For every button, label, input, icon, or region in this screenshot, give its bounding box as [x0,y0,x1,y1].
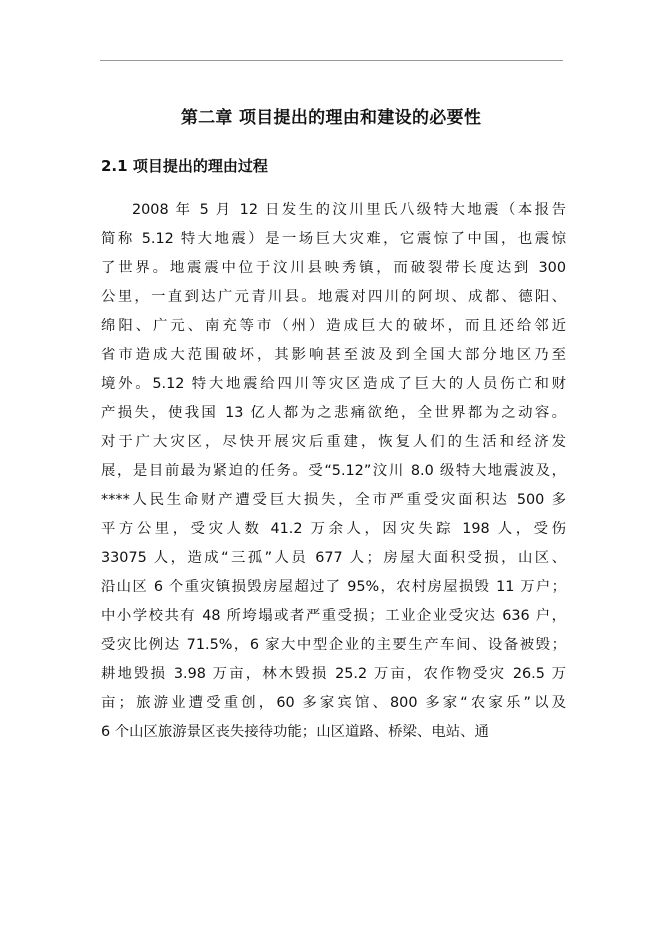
paragraph-line: 简称 5.12 特大地震）是一场巨大灾难，它震惊了中国，也震惊 [101,231,566,247]
paragraph-line: 绵阳、广元、南充等市（州）造成巨大的破坏，而且还给邻近 [101,318,566,334]
paragraph-line: 了世界。地震震中位于汶川县映秀镇，而破裂带长度达到 300 [101,260,566,276]
paragraph-line: 2008 年 5 月 12 日发生的汶川里氏八级特大地震（本报告 [132,202,566,218]
section-heading [101,155,268,176]
paragraph-line: 亩；旅游业遭受重创，60 多家宾馆、800 多家“农家乐”以及 [101,695,566,711]
paragraph-line: 展，是目前最为紧迫的任务。受“5.12”汶川 8.0 级特大地震波及， [101,463,566,479]
paragraph-line: 产损失，使我国 13 亿人都为之悲痛欲绝，全世界都为之动容。 [101,405,566,421]
paragraph-line: 中小学校共有 48 所垮塌或者严重受损；工业企业受灾达 636 户， [101,608,566,624]
paragraph-line: 耕地毁损 3.98 万亩，林木毁损 25.2 万亩，农作物受灾 26.5 万 [101,666,566,682]
paragraph-line: 受灾比例达 71.5%，6 家大中型企业的主要生产车间、设备被毁； [101,637,566,653]
header-rule [100,60,563,61]
section-title: 项目提出的理由过程 [132,157,268,175]
paragraph-line: 6 个山区旅游景区丧失接待功能；山区道路、桥梁、电站、通 [101,724,489,740]
paragraph-line: 公里，一直到达广元青川县。地震对四川的阿坝、成都、德阳、 [101,289,566,305]
paragraph-line: 境外。5.12 特大地震给四川等灾区造成了巨大的人员伤亡和财 [101,376,566,392]
paragraph-line: 对于广大灾区，尽快开展灾后重建，恢复人们的生活和经济发 [101,434,566,450]
paragraph-line: 33075 人，造成“三孤”人员 677 人；房屋大面积受损，山区、 [101,550,566,566]
chapter-title: 第二章 项目提出的理由和建设的必要性 [180,108,482,128]
section-number: 2.1 [101,157,128,175]
paragraph-line: 平方公里，受灾人数 41.2 万余人，因灾失踪 198 人，受伤 [101,521,566,537]
paragraph-line: 省市造成大范围破坏，其影响甚至波及到全国大部分地区乃至 [101,347,566,363]
paragraph-line: ****人民生命财产遭受巨大损失，全市严重受灾面积达 500 多 [101,492,566,508]
body-paragraph [101,196,566,747]
paragraph-line: 沿山区 6 个重灾镇损毁房屋超过了 95%，农村房屋损毁 11 万户； [101,579,566,595]
